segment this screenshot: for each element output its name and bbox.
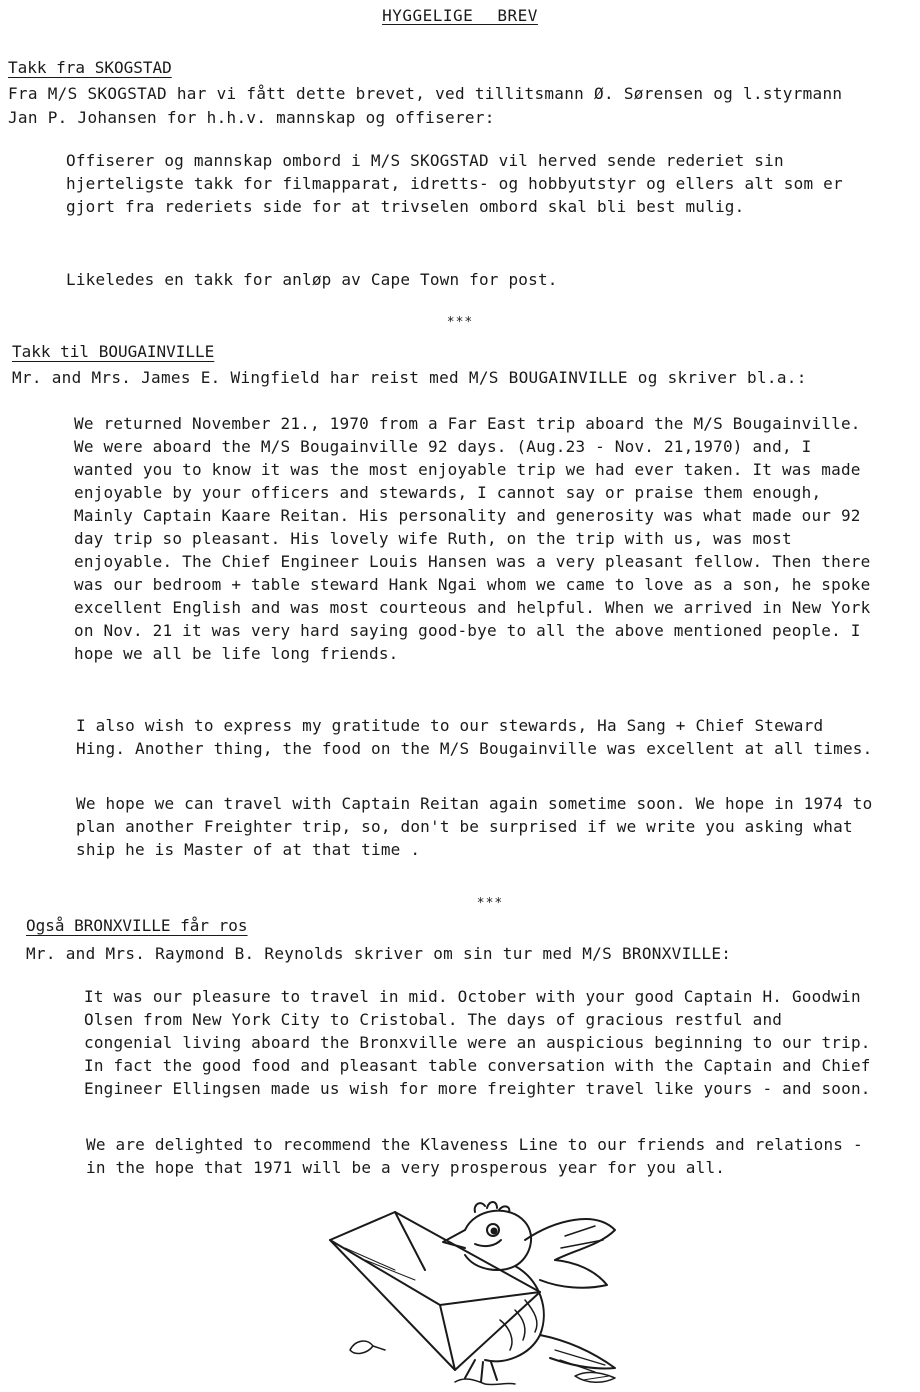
paragraph-skogstad-2: Likeledes en takk for anløp av Cape Town for post. bbox=[66, 270, 558, 289]
paragraph-bougainville-3: We hope we can travel with Captain Reitan again sometime soon. We hope in 1974 to plan another Freighter trip, so, don't be surprised if we write you asking what ship he is Master of at that time . bbox=[76, 794, 873, 859]
separator: *** bbox=[446, 315, 474, 330]
separator: *** bbox=[476, 896, 504, 911]
paragraph-bronxville-2: We are delighted to recommend the Klaveness Line to our friends and relations - in the hope that 1971 will be a very prosperous year for you all. bbox=[86, 1135, 863, 1177]
paragraph-skogstad-1: Offiserer og mannskap ombord i M/S SKOGSTAD vil herved sende rederiet sin hjerteligste takk for filmapparat, idretts- og hobbyutstyr og ellers alt som er gjort fra rederiets side for at trivselen ombord skal bli best mulig. bbox=[66, 151, 843, 216]
intro-skogstad: Fra M/S SKOGSTAD har vi fått dette brevet, ved tillitsmann Ø. Sørensen og l.styrmann Jan P. Johansen for h.h.v. mannskap og offiserer: bbox=[8, 84, 843, 127]
intro-bougainville: Mr. and Mrs. James E. Wingfield har reist med M/S BOUGAINVILLE og skriver bl.a.: bbox=[12, 368, 807, 387]
heading-skogstad: Takk fra SKOGSTAD bbox=[8, 58, 172, 77]
paragraph-bougainville-2: I also wish to express my gratitude to our stewards, Ha Sang + Chief Steward Hing. Another thing, the food on the M/S Bougainville was excellent at all times. bbox=[76, 716, 873, 758]
bird-with-envelope-icon bbox=[325, 1200, 635, 1388]
heading-bougainville: Takk til BOUGAINVILLE bbox=[12, 342, 215, 361]
paragraph-bronxville-1: It was our pleasure to travel in mid. October with your good Captain H. Goodwin Olsen from New York City to Cristobal. The days of gracious restful and congenial living aboard the Bronxville were an auspicious beginning to our trip. In fact the good food and pleasant table conversation with the Captain and Chief Engineer Ellingsen made us wish for more freighter travel like yours - and soon. bbox=[84, 987, 871, 1098]
heading-bronxville: Også BRONXVILLE får ros bbox=[26, 916, 248, 935]
paragraph-bougainville-1: We returned November 21., 1970 from a Far East trip aboard the M/S Bougainville. We were aboard the M/S Bougainville 92 days. (Aug.23 - Nov. 21,1970) and, I wanted you to know it was the most enjoyable trip we had ever taken. It was made enjoyable by your officers and stewards, I cannot say or praise them enough, Mainly Captain Kaare Reitan. His personality and generosity was what made our 92 day trip so pleasant. His lovely wife Ruth, on the trip with us, was most enjoyable. The Chief Engineer Louis Hansen was a very pleasant fellow. Then there was our bedroom + table steward Hank Ngai whom we came to love as a son, he spoke excellent English and was most courteous and helpful. When we arrived in New York on Nov. 21 it was very hard saying good-bye to all the above mentioned people. I hope we all be life long friends. bbox=[74, 414, 871, 663]
page-title: HYGGELIGE BREV bbox=[382, 6, 538, 25]
intro-bronxville: Mr. and Mrs. Raymond B. Reynolds skriver om sin tur med M/S BRONXVILLE: bbox=[26, 944, 732, 963]
